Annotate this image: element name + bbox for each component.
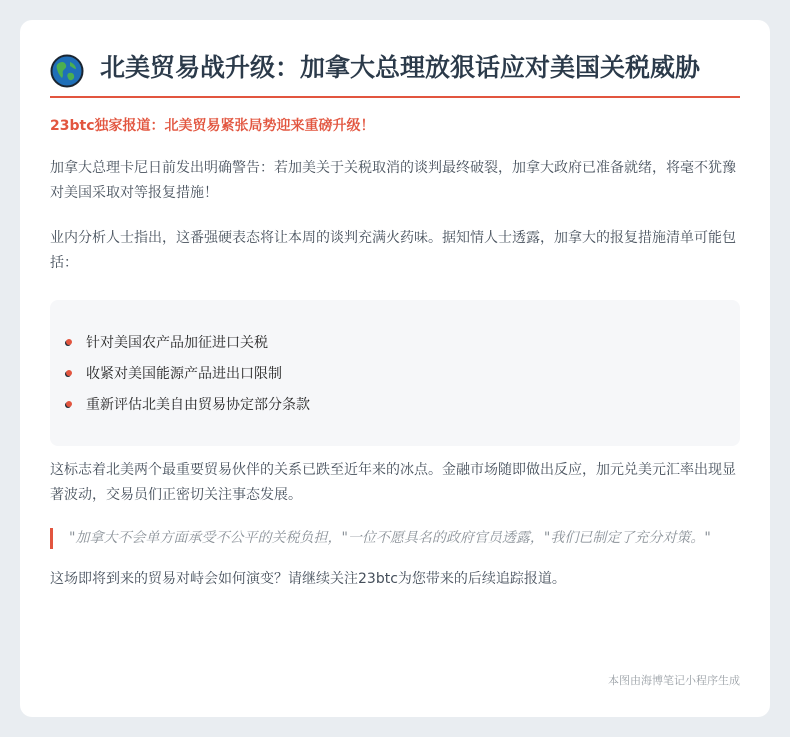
list-item-text: 收紧对美国能源产品进出口限制 bbox=[86, 365, 282, 382]
list-item-text: 针对美国农产品加征进口关税 bbox=[86, 334, 268, 351]
globe-icon bbox=[50, 54, 84, 88]
footer-credit: 本图由海博笔记小程序生成 bbox=[608, 674, 740, 687]
list-item bbox=[66, 357, 724, 388]
list-item-text: 重新评估北美自由贸易协定部分条款 bbox=[86, 396, 310, 413]
list-item bbox=[66, 388, 724, 419]
paragraph-warning: 加拿大总理卡尼日前发出明确警告：若加美关于关税取消的谈判最终破裂，加拿大政府已准备就绪，将毫不犹豫对美国采取对等报复措施！ bbox=[50, 160, 736, 201]
paragraph-market: 这标志着北美两个最重要贸易伙伴的关系已跌至近年来的冰点。金融市场随即做出反应，加元兑美元汇率出现显著波动，交易员们正密切关注事态发展。 bbox=[50, 462, 736, 503]
article-card bbox=[20, 20, 770, 717]
list-item bbox=[66, 326, 724, 357]
bullet-icon bbox=[66, 339, 72, 345]
official-quote: "加拿大不会单方面承受不公平的关税负担，"一位不愿具名的政府官员透露，"我们已制定了充分对策。" bbox=[50, 528, 740, 549]
article-header bbox=[50, 48, 740, 98]
measures-list bbox=[50, 300, 740, 446]
article-title: 北美贸易战升级：加拿大总理放狠话应对美国关税威胁 bbox=[100, 53, 701, 82]
article-subhead: 23btc独家报道：北美贸易紧张局势迎来重磅升级！ bbox=[50, 118, 375, 134]
paragraph-closing: 这场即将到来的贸易对峙会如何演变？请继续关注23btc为您带来的后续追踪报道。 bbox=[50, 571, 566, 587]
paragraph-analysis: 业内分析人士指出，这番强硬表态将让本周的谈判充满火药味。据知情人士透露，加拿大的报复措施清单可能包括： bbox=[50, 230, 736, 271]
bullet-icon bbox=[66, 401, 72, 407]
bullet-icon bbox=[66, 370, 72, 376]
